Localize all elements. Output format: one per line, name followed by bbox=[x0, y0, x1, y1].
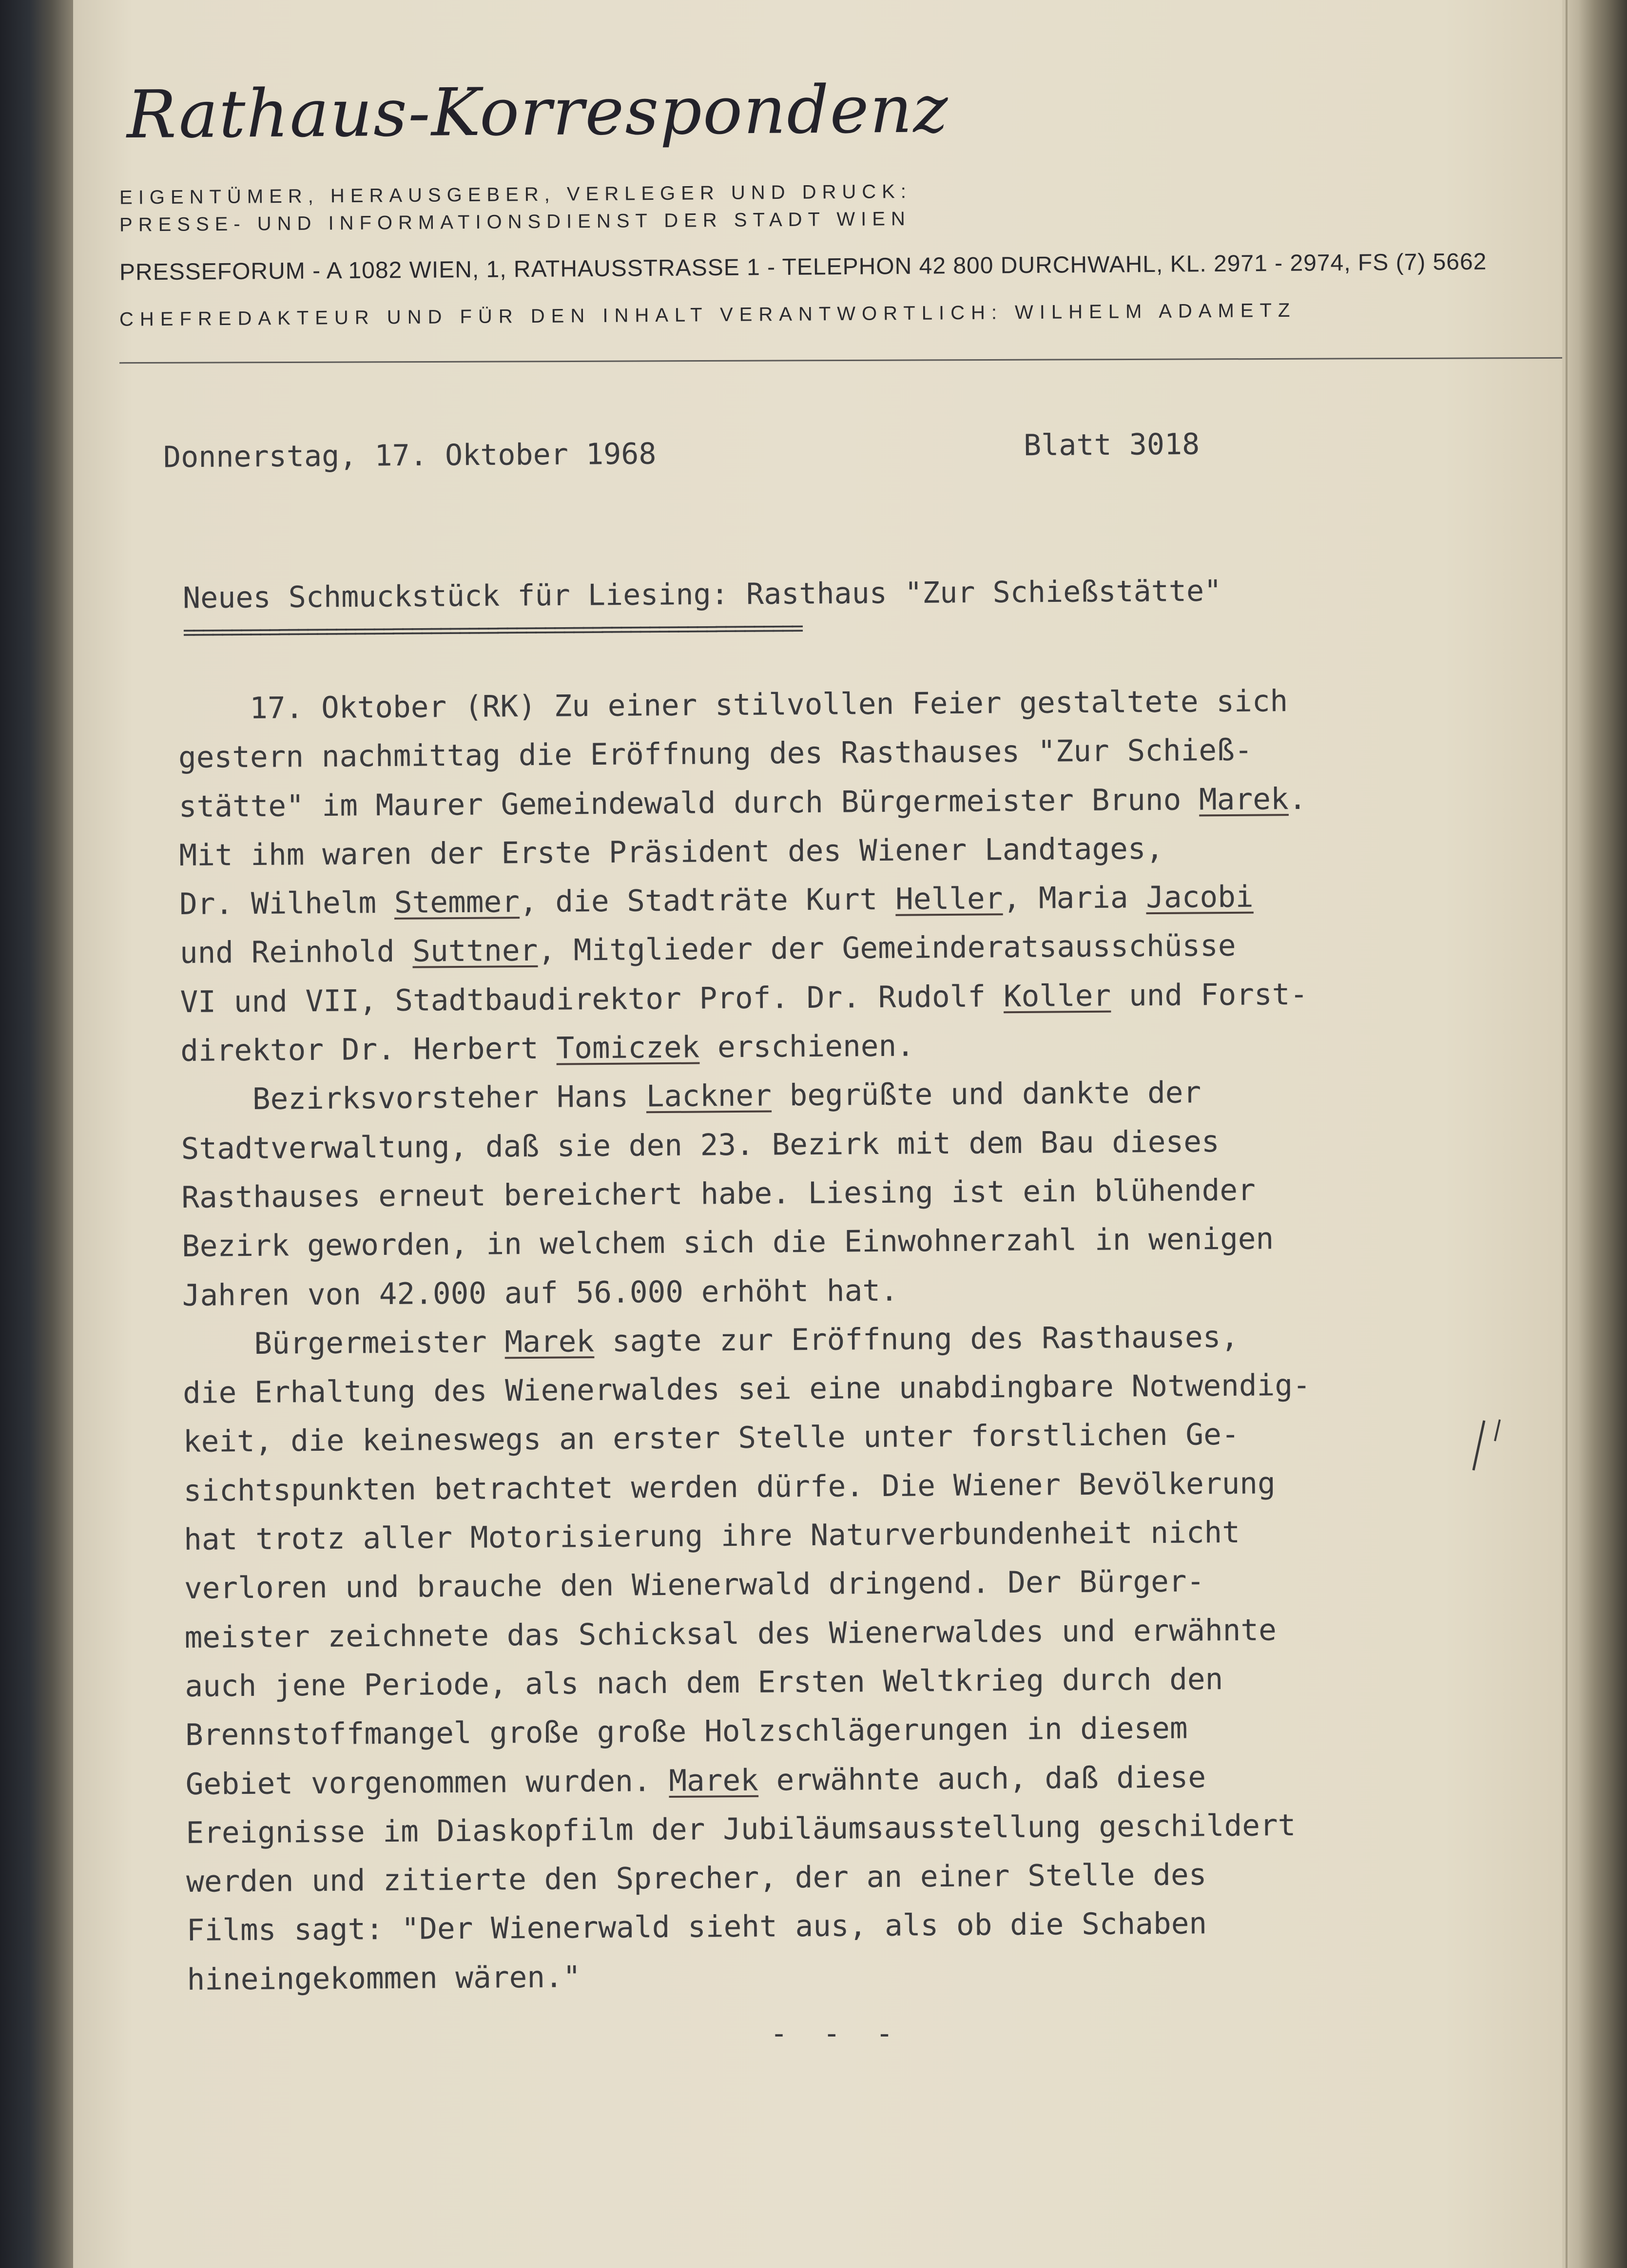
article-line: hineingekommen wären." bbox=[187, 1960, 581, 1997]
margin-pencil-mark bbox=[1470, 1416, 1504, 1474]
article-line: hat trotz aller Motorisierung ihre Naturverbundenheit nicht bbox=[184, 1515, 1240, 1557]
underlined-name: Stemmer bbox=[394, 884, 520, 921]
article-line: Ereignisse im Diaskopfilm der Jubiläumsausstellung geschildert bbox=[186, 1807, 1296, 1850]
article-line: Dr. Wilhelm Stemmer, die Stadträte Kurt Heller, Maria Jacobi bbox=[179, 879, 1254, 922]
article-line: und Reinhold Suttner, Mitglieder der Gemeinderatsausschüsse bbox=[179, 928, 1236, 971]
article-line: gestern nachmittag die Eröffnung des Rasthauses "Zur Schieß- bbox=[178, 732, 1253, 775]
book-binding-left bbox=[0, 0, 73, 2268]
article-line: auch jene Periode, als nach dem Ersten Weltkrieg durch den bbox=[185, 1662, 1223, 1704]
masthead-address-line: PRESSEFORUM - A 1082 WIEN, 1, RATHAUSSTRASSE 1 - TELEPHON 42 800 DURCHWAHL, KL. 2971 - 2974, FS (7) 5662 bbox=[119, 249, 1487, 286]
end-mark: - - - bbox=[770, 2017, 902, 2051]
article-line: Jahren von 42.000 auf 56.000 erhöht hat. bbox=[182, 1273, 898, 1313]
underlined-name: Lackner bbox=[646, 1078, 772, 1114]
article-line: VI und VII, Stadtbaudirektor Prof. Dr. Rudolf Koller und Forst- bbox=[180, 977, 1308, 1019]
page-edge-line bbox=[1566, 0, 1568, 2268]
article-line: keit, die keineswegs an erster Stelle unter forstlichen Ge- bbox=[183, 1417, 1240, 1460]
document-page bbox=[73, 0, 1562, 2268]
underlined-name: Tomiczek bbox=[556, 1030, 700, 1066]
article-line: Films sagt: "Der Wienerwald sieht aus, als ob die Schaben bbox=[186, 1906, 1207, 1948]
article-line: Stadtverwaltung, daß sie den 23. Bezirk mit dem Bau dieses bbox=[181, 1124, 1220, 1166]
article-line: sichtspunkten betrachtet werden dürfe. Die Wiener Bevölkerung bbox=[183, 1466, 1276, 1508]
article-line: meister zeichnete das Schicksal des Wienerwaldes und erwähnte bbox=[184, 1612, 1277, 1655]
masthead-divider bbox=[119, 357, 1572, 364]
underlined-name: Marek bbox=[1199, 781, 1289, 817]
underlined-name: Koller bbox=[1003, 978, 1111, 1014]
masthead-owner-line: EIGENTÜMER, HERAUSGEBER, VERLEGER UND DRUCK: bbox=[119, 180, 912, 209]
article-line: direktor Dr. Herbert Tomiczek erschienen. bbox=[180, 1028, 915, 1069]
article-body bbox=[178, 675, 1552, 2004]
article-headline: Neues Schmuckstück für Liesing: Rasthaus "Zur Schießstätte" bbox=[182, 574, 1222, 615]
article-line: Rasthauses erneut bereichert habe. Liesing ist ein blühender bbox=[181, 1172, 1256, 1215]
article-line: Gebiet vorgenommen wurden. Marek erwähnte auch, daß diese bbox=[185, 1759, 1206, 1802]
article-line: Bezirk geworden, in welchem sich die Einwohnerzahl in wenigen bbox=[181, 1221, 1274, 1264]
headline-double-underline: ================================================================= bbox=[182, 615, 801, 645]
article-line: werden und zitierte den Sprecher, der an einer Stelle des bbox=[186, 1857, 1207, 1900]
article-line: stätte" im Maurer Gemeindewald durch Bürgermeister Bruno Marek. bbox=[178, 781, 1307, 824]
article-line: die Erhaltung des Wienerwaldes sei eine unabdingbare Notwendig- bbox=[182, 1367, 1311, 1411]
underlined-name: Jacobi bbox=[1146, 879, 1254, 915]
article-line: Bürgermeister Marek sagte zur Eröffnung des Rasthauses, bbox=[182, 1319, 1239, 1362]
article-line: Mit ihm waren der Erste Präsident des Wiener Landtages, bbox=[179, 831, 1164, 873]
article-line: 17. Oktober (RK) Zu einer stilvollen Feier gestaltete sich bbox=[178, 684, 1288, 726]
masthead-title: Rathaus-Korrespondenz bbox=[126, 71, 949, 153]
underlined-name: Marek bbox=[504, 1324, 595, 1360]
underlined-name: Suttner bbox=[412, 933, 538, 969]
sheet-number: Blatt 3018 bbox=[1023, 427, 1200, 463]
underlined-name: Marek bbox=[669, 1763, 759, 1798]
article-line: Brennstoffmangel große große Holzschlägerungen in diesem bbox=[185, 1711, 1188, 1753]
masthead-publisher-line: PRESSE- UND INFORMATIONSDIENST DER STADT WIEN bbox=[119, 208, 911, 236]
date-line: Donnerstag, 17. Oktober 1968 bbox=[163, 437, 657, 475]
underlined-name: Heller bbox=[895, 881, 1003, 917]
page-stack-edge bbox=[1562, 0, 1627, 2268]
article-line: verloren und brauche den Wienerwald dringend. Der Bürger- bbox=[184, 1564, 1205, 1606]
masthead-editor-line: CHEFREDAKTEUR UND FÜR DEN INHALT VERANTWORTLICH: WILHELM ADAMETZ bbox=[119, 299, 1297, 330]
article-line: Bezirksvorsteher Hans Lackner begrüßte und dankte der bbox=[180, 1075, 1201, 1117]
